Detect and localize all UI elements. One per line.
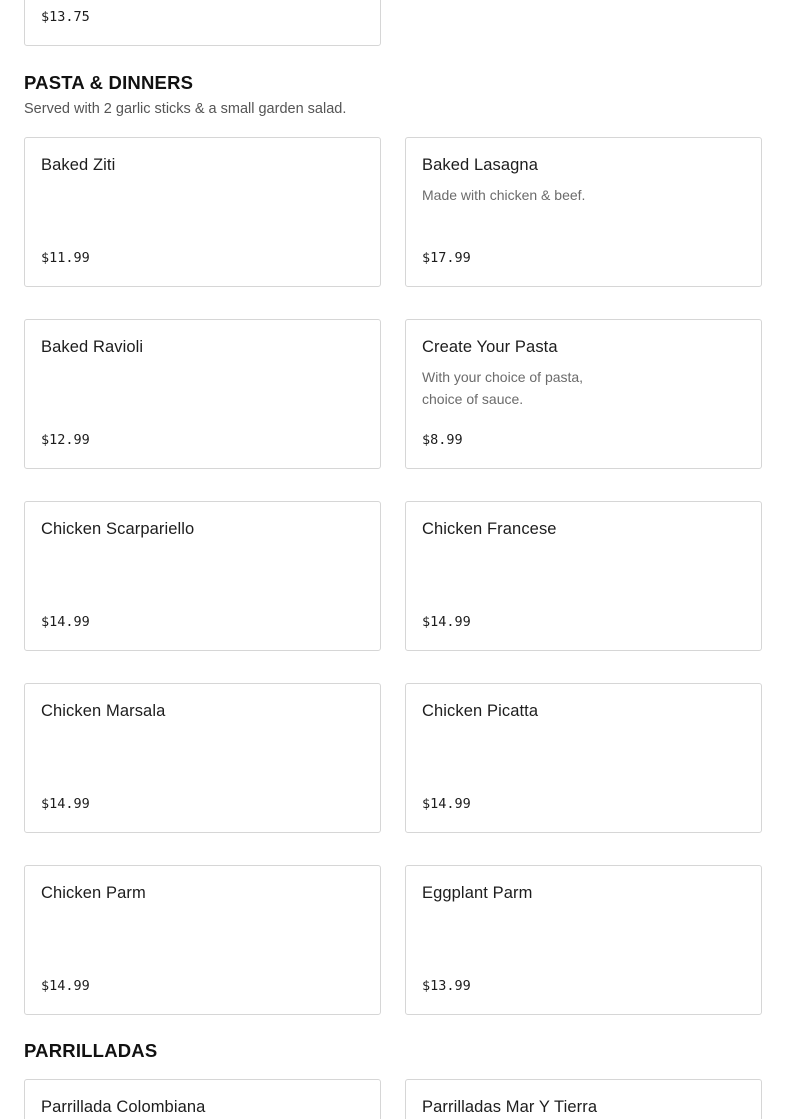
- item-name: Parrillada Colombiana: [41, 1098, 206, 1116]
- item-name: Chicken Francese: [422, 520, 557, 538]
- item-price: $17.99: [422, 250, 471, 266]
- menu-item-card[interactable]: [24, 501, 381, 651]
- item-price: $14.99: [422, 796, 471, 812]
- section-subtitle-pasta: Served with 2 garlic sticks & a small garden salad.: [24, 101, 347, 117]
- menu-item-card[interactable]: [24, 1079, 381, 1119]
- item-name: Chicken Parm: [41, 884, 146, 902]
- section-title-parrilladas: PARRILLADAS: [24, 1040, 158, 1061]
- item-price: $11.99: [41, 250, 90, 266]
- item-name: Create Your Pasta: [422, 338, 558, 356]
- menu-item-card[interactable]: [24, 137, 381, 287]
- item-name: Baked Ziti: [41, 156, 116, 174]
- item-name: Eggplant Parm: [422, 884, 533, 902]
- item-price: $8.99: [422, 432, 463, 448]
- item-name: Baked Ravioli: [41, 338, 144, 356]
- item-description: With your choice of pasta, choice of sauce.: [422, 369, 584, 407]
- item-price: $12.99: [41, 432, 90, 448]
- item-price: $14.99: [41, 978, 90, 994]
- menu-item-card[interactable]: [24, 319, 381, 469]
- item-price: $14.99: [41, 614, 90, 630]
- menu-item-card[interactable]: [405, 683, 762, 833]
- item-name: Parrilladas Mar Y Tierra: [422, 1098, 598, 1116]
- item-price: $13.99: [422, 978, 471, 994]
- menu-item-card[interactable]: [24, 0, 381, 46]
- menu-item-card[interactable]: [405, 1079, 762, 1119]
- item-name: Baked Lasagna: [422, 156, 538, 174]
- menu-item-card[interactable]: [405, 319, 762, 469]
- item-description: Made with chicken & beef.: [422, 187, 586, 203]
- item-price: $14.99: [422, 614, 471, 630]
- menu-item-card[interactable]: [405, 137, 762, 287]
- item-name: Chicken Scarpariello: [41, 520, 195, 538]
- menu-item-card[interactable]: [24, 865, 381, 1015]
- section-title-pasta: PASTA & DINNERS: [24, 72, 194, 93]
- menu-item-card[interactable]: [24, 683, 381, 833]
- item-price: $13.75: [41, 9, 90, 25]
- item-name: Chicken Picatta: [422, 702, 539, 720]
- item-name: Chicken Marsala: [41, 702, 166, 720]
- menu-item-card[interactable]: [405, 865, 762, 1015]
- item-price: $14.99: [41, 796, 90, 812]
- menu-item-card[interactable]: [405, 501, 762, 651]
